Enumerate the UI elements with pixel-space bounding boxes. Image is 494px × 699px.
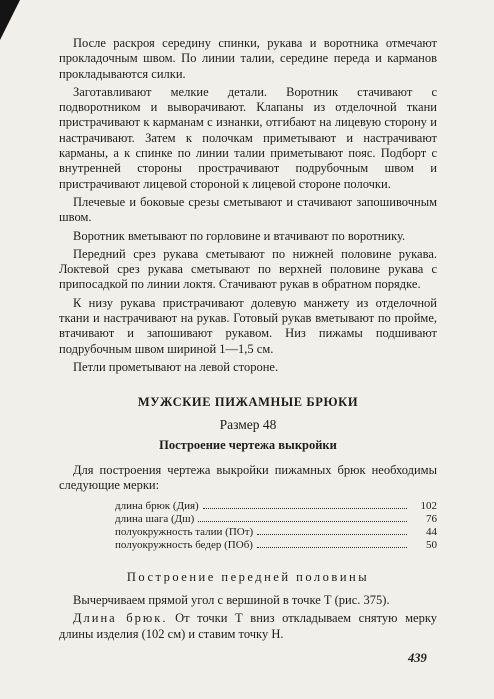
paragraph-2: Заготавливают мелкие детали. Воротник стачивают с подворотником и выворачивают. Клапаны из отделочной ткани пристрачивают к карманам с изнанки, отгибают на лицевую сторону и настрачивают. Затем к полочкам приметывают и настрачивают карманы, а к спинке по линии талии приметывают пояс. Подборт с внутренней стороны прострачивают подрубочным швом и пристрачивают лицевой стороной к лицевой стороне полочки. [59, 84, 437, 191]
page-number: 439 [408, 651, 427, 665]
paragraph-5: Передний срез рукава сметывают по нижней половине рукава. Локтевой срез рукава сметывают по верхней половине рукава с припосадкой по линии локтя. Стачивают рукав в обратном порядке. [59, 246, 437, 292]
measurements-list [115, 500, 437, 552]
measurement-label: длина шага (Дш) [115, 512, 195, 525]
subheading: Построение чертежа выкройки [159, 437, 337, 452]
measurement-value: 102 [420, 499, 437, 512]
scan-corner-mark [0, 0, 20, 40]
measurements-intro: Для построения чертежа выкройки пижамных брюк необходимы следующие мерки: [59, 463, 437, 493]
measurement-label: полуокружность талии (ПОт) [115, 525, 254, 538]
measurement-row [115, 539, 437, 552]
measurement-value: 76 [426, 512, 437, 525]
paragraph-3: Плечевые и боковые срезы сметывают и стачивают запошивочным швом. [59, 194, 437, 225]
dot-leader [198, 513, 407, 522]
measurement-row [115, 526, 437, 539]
dot-leader [257, 526, 407, 535]
measurement-row [115, 513, 437, 526]
paragraph-1: После раскроя середину спинки, рукава и воротника отмечают прокладочным швом. По линии талии, середине переда и карманов прокладываются силки. [59, 36, 437, 81]
document-page [59, 36, 437, 645]
measurement-label: полуокружность бедер (ПОб) [115, 538, 253, 551]
measurement-row [115, 500, 437, 513]
measurement-value: 50 [426, 538, 437, 551]
dot-leader [257, 539, 407, 548]
front-paragraph-2 [59, 611, 437, 642]
size-label: Размер 48 [219, 416, 277, 432]
front-half-heading: Построение передней половины [126, 569, 370, 584]
paragraph-7: Петли прометывают на левой стороне. [73, 359, 279, 374]
paragraph-6: К низу рукава пристрачивают долевую манжету из отделочной ткани и настрачивают на рукав. Готовый рукав вметывают по пройме, втачивают и запошивают рукавом. Низ пижамы подшивают подрубочным швом шириной 1—1,5 см. [59, 295, 437, 356]
dot-leader [203, 500, 407, 509]
term-lead: Длина брюк. [73, 611, 168, 626]
front-paragraph-1: Вычерчиваем прямой угол с вершиной в точке Т (рис. 375). [73, 593, 390, 608]
measurement-value: 44 [426, 525, 437, 538]
measurement-label: длина брюк (Дия) [115, 499, 199, 512]
front-paragraph-2-text: От точки Т вниз откладываем снятую мерку длины изделия (102 см) и ставим точку Н. [59, 611, 437, 641]
paragraph-4: Воротник вметывают по горловине и втачивают по воротнику. [73, 228, 406, 243]
section-title: МУЖСКИЕ ПИЖАМНЫЕ БРЮКИ [137, 395, 359, 410]
